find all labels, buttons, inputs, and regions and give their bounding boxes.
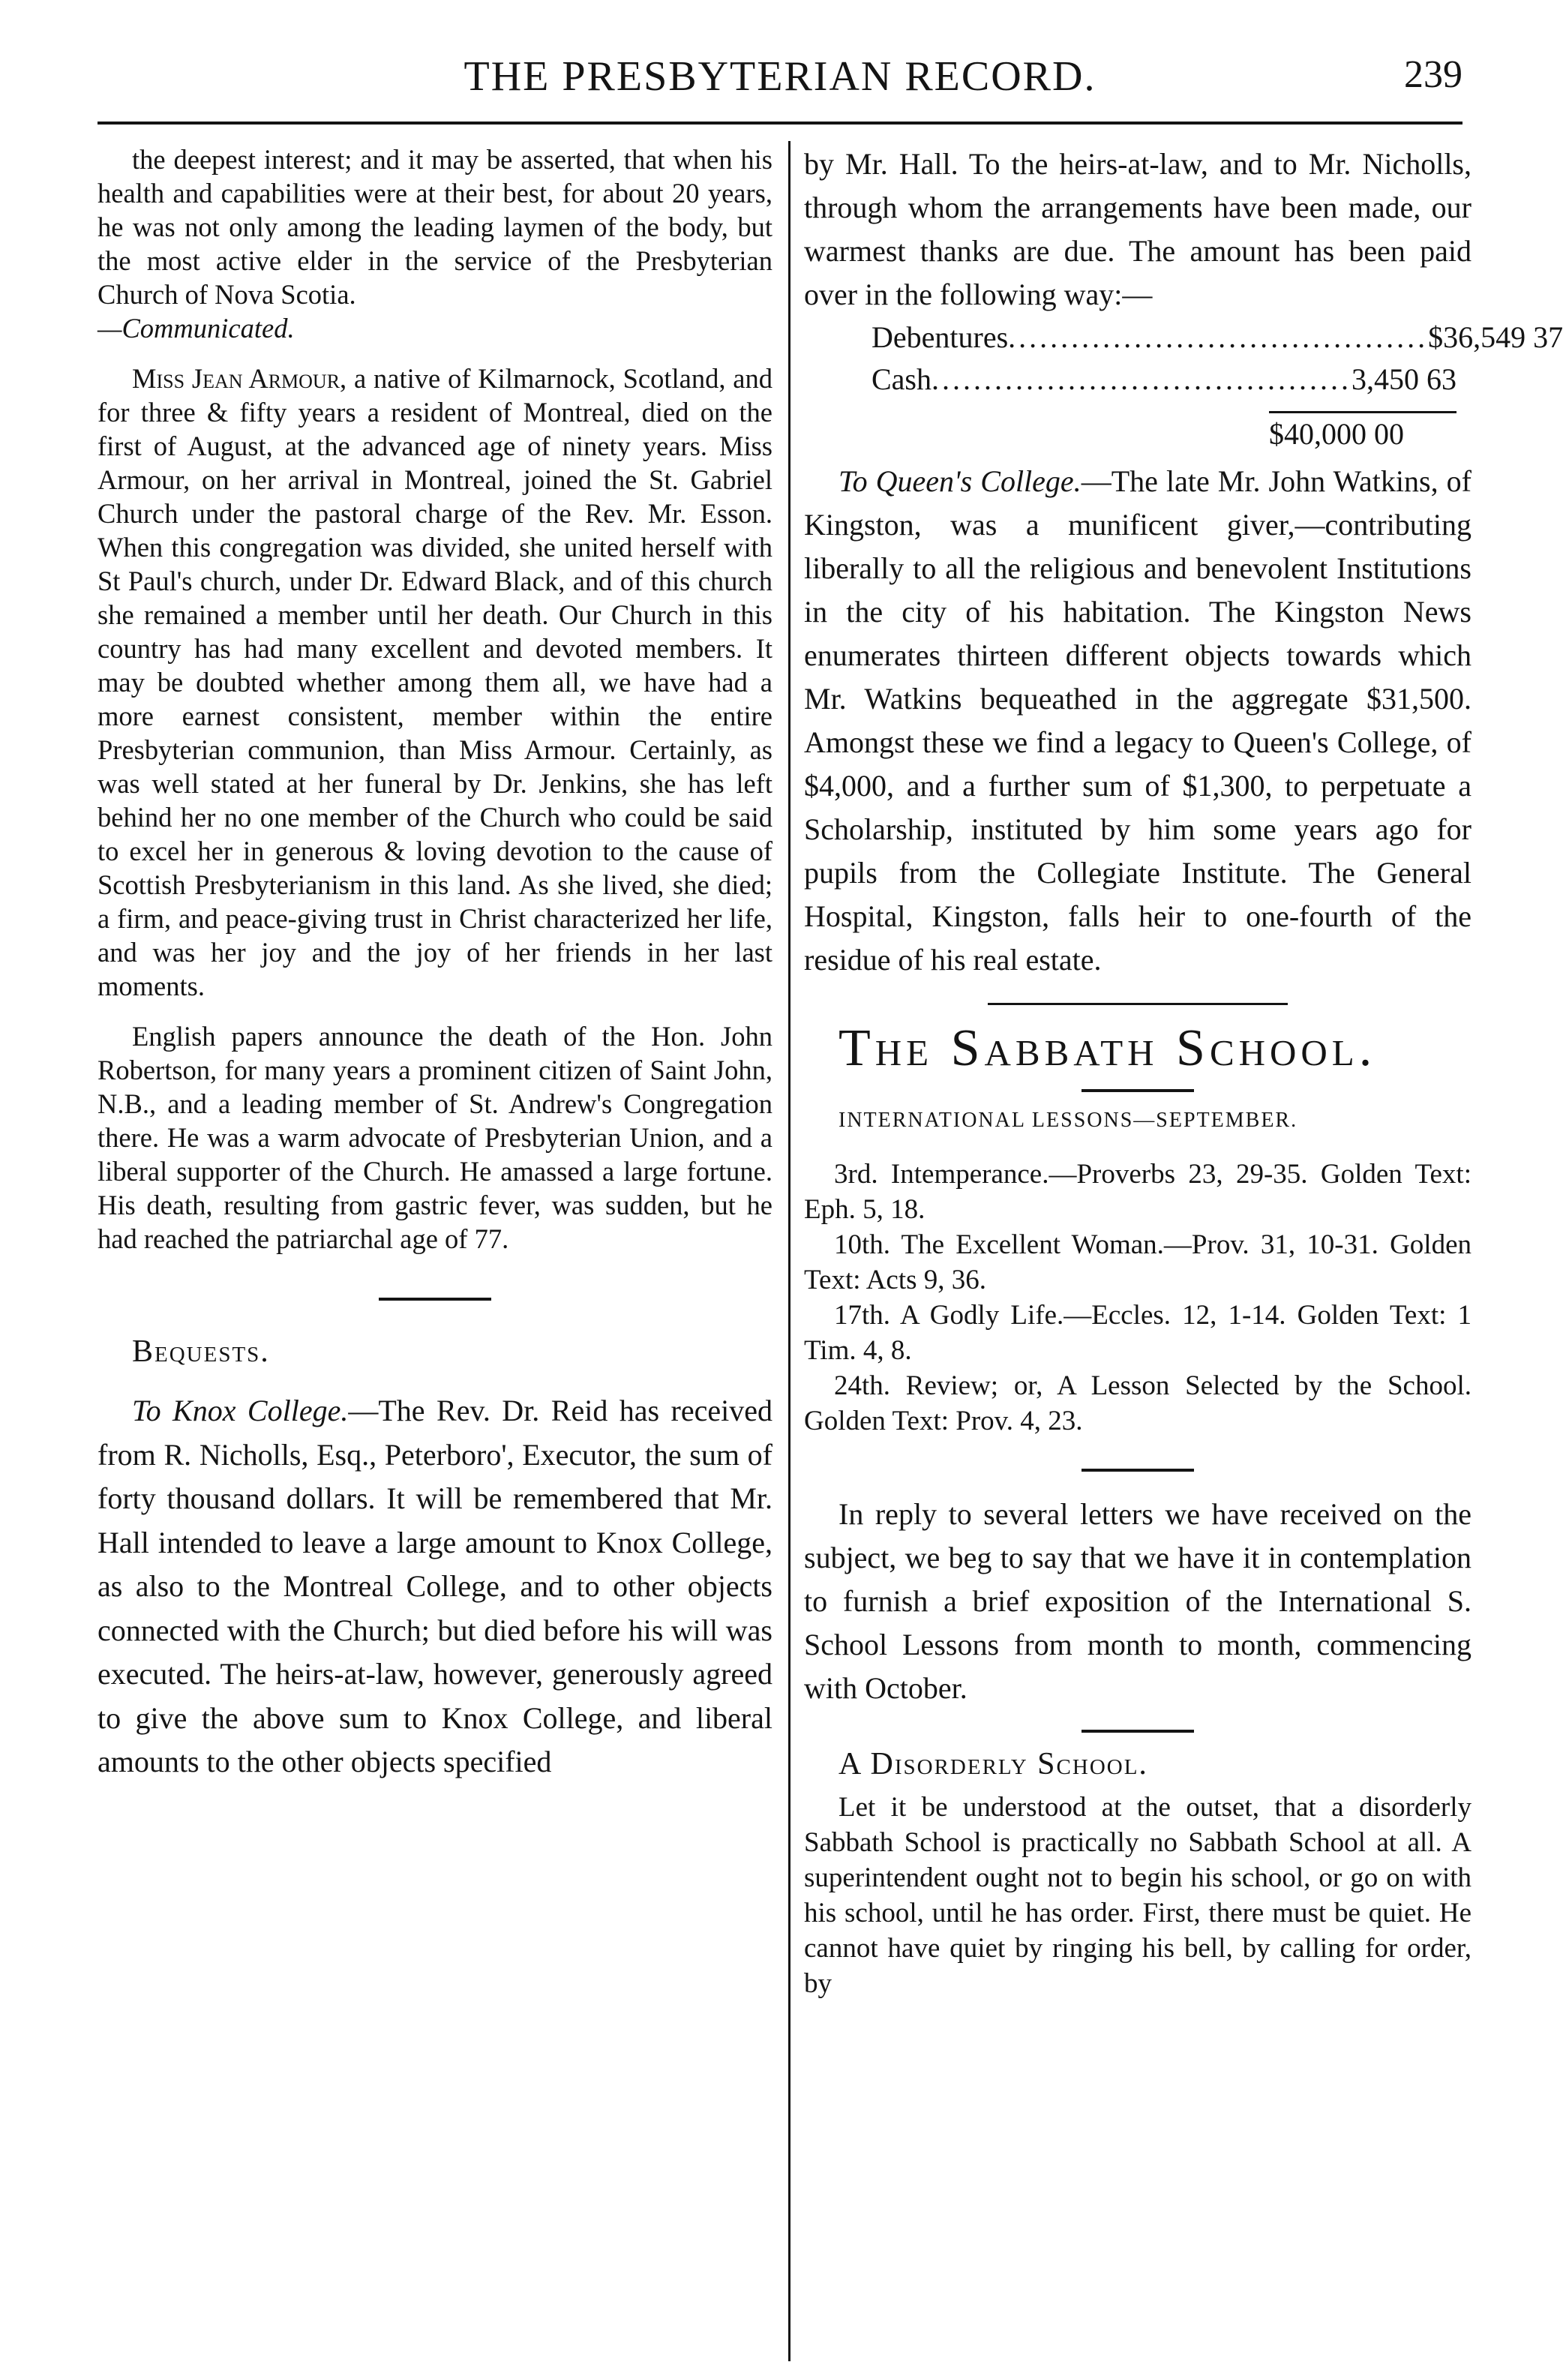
- spacer: [98, 1370, 772, 1389]
- article-lessons-notice: In reply to several letters we have received on the subject, we beg to say that we have it in contemplation to furnish a brief exposition of the International S. School Lessons from month to month, commencing with October.: [804, 1497, 1472, 1705]
- list-item: 17th. A Godly Life.—Eccles. 12, 1-14. Golden Text: 1 Tim. 4, 8.: [804, 1300, 1472, 1366]
- article-knox-college: [98, 1389, 772, 1784]
- article-obituary-robertson: English papers announce the death of the Hon. John Robertson, for many years a prominent citizen of Saint John, N.B., and a leading member of St. Andrew's Congregation there. He was a warm advocate of Presbyterian Union, and a liberal supporter of the Church. He amassed a large fortune. His death, resulting from gastric fever, was sudden, but he had reached the patriarchal age of 77.: [98, 1021, 772, 1254]
- article-disorderly-school: Let it be understood at the outset, that a disorderly Sabbath School is practically no Sabbath School at all. A superintendent ought not to begin his school, or go on with his school, until he has order. First, there must be quiet. He cannot have quiet by ringing his bell, by calling for order, by: [804, 1792, 1472, 1999]
- article-queens-college: [804, 460, 1472, 982]
- publication-title: THE PRESBYTERIAN RECORD.: [464, 53, 1096, 100]
- spacer: [804, 1079, 1472, 1089]
- ledger-total: $40,000 00: [1269, 417, 1404, 451]
- column-divider: [788, 141, 790, 2361]
- spacer: [804, 1005, 1472, 1019]
- article-body: a native of Kilmarnock, Scotland, and for three & fifty years a resident of Montreal, died on the first of August, at the advanced age of ninety years. Miss Armour, on her arrival in Montreal, joined the St. Gabriel Church under the pastoral charge of the Rev. Mr. Esson. When this congregation was divided, she united herself with St Paul's church, under Dr. Edward Black, and of this church she remained a member until her death. Our Church in this country has had many excellent and devoted members. It may be doubted whether among them all, we have had a more earnest consistent, member within the entire Presbyterian communion, than Miss Armour. Certainly, as was well stated at her funeral by Dr. Jenkins, she has left behind her no one member of the Church who could be said to excel her in generous & loving devotion to the cause of Scottish Presbyterianism in this land. As she lived, she died; a firm, and peace-giving trust in Christ characterized her life, and was her joy and the joy of her friends in her last moments.: [98, 363, 772, 1001]
- ledger-amount: 3,450 63: [1352, 362, 1456, 396]
- list-item: 10th. The Excellent Woman.—Prov. 31, 10-31. Golden Text: Acts 9, 36.: [804, 1229, 1472, 1295]
- article-obituary-armour: [98, 362, 772, 1003]
- article-body: —The late Mr. John Watkins, of Kingston, was a munificent giver,—contributing liberally to all the religious and benevolent Institutions in the city of his habitation. The Kingston News enumerates thirteen different objects towards which Mr. Watkins bequeathed in the aggregate $31,500. Amongst these we find a legacy to Queen's College, of $4,000, and a further sum of $1,300, to perpetuate a Scholarship, instituted by him some years ago for pupils from the Collegiate Institute. The General Hospital, Kingston, falls heir to one-fourth of the residue of his real estate.: [804, 464, 1472, 977]
- section-heading-bequests: Bequests.: [132, 1334, 270, 1369]
- article-body: —The Rev. Dr. Reid has received from R. Nicholls, Esq., Peterboro', Executor, the sum of forty thousand dollars. It will be remembered that Mr. Hall intended to leave a large amount to Knox College, as also to the Montreal College, and to other objects connected with the Church; but died before his will was executed. The heirs-at-law, however, generously agreed to give the above sum to Knox College, and liberal amounts to the other objects specified: [98, 1394, 773, 1778]
- page-number: 239: [1404, 53, 1462, 96]
- list-item: 3rd. Intemperance.—Proverbs 23, 29-35. Golden Text: Eph. 5, 18.: [804, 1159, 1472, 1225]
- left-column: [98, 143, 772, 1784]
- spacer: [804, 1092, 1472, 1109]
- list-item: 24th. Review; or, A Lesson Selected by the School. Golden Text: Prov. 4, 23.: [804, 1370, 1472, 1436]
- article-knox-continued: by Mr. Hall. To the heirs-at-law, and to Mr. Nicholls, through whom the arrangements have been made, our warmest thanks are due. The amount has been paid over in the following way:—: [804, 147, 1472, 311]
- ledger-leader: ........................................: [1008, 320, 1429, 354]
- spacer: [98, 1301, 772, 1334]
- header-rule: [98, 122, 1462, 125]
- spacer: [98, 1256, 772, 1298]
- spacer: [804, 1133, 1472, 1157]
- page-header: [98, 53, 1462, 113]
- ledger-row: [872, 317, 1563, 359]
- payment-ledger: [804, 317, 1563, 455]
- person-name: Miss Jean Armour,: [132, 363, 347, 394]
- spacer: [804, 1733, 1472, 1746]
- spacer: [804, 1439, 1472, 1469]
- spacer: [98, 345, 772, 362]
- ledger-row: [872, 359, 1456, 401]
- article-lead: To Knox College.: [132, 1394, 349, 1427]
- ledger-amount: $36,549 37: [1428, 320, 1563, 354]
- ledger-label: Debentures: [872, 320, 1009, 354]
- ledger-label: Cash: [872, 362, 932, 396]
- ledger-leader: ........................................: [932, 362, 1352, 396]
- spacer: [804, 982, 1472, 1003]
- spacer: [804, 1782, 1472, 1790]
- lessons-heading: INTERNATIONAL LESSONS—SEPTEMBER.: [838, 1109, 1298, 1132]
- section-heading-disorderly-school: A Disorderly School.: [838, 1747, 1148, 1781]
- lessons-list: [804, 1157, 1472, 1439]
- section-heading-sabbath-school: The Sabbath School.: [838, 1019, 1377, 1077]
- spacer: [804, 1472, 1472, 1493]
- article-obituary-elder: the deepest interest; and it may be asserted, that when his health and capabilities were at their best, for about 20 years, he was not only among the leading laymen of the body, but the most active elder in the service of the Presbyterian Church of Nova Scotia.: [98, 144, 772, 310]
- spacer: [98, 1003, 772, 1019]
- spacer: [804, 1710, 1472, 1730]
- article-lead: To Queen's College.: [838, 464, 1082, 498]
- article-signoff: —Communicated.: [98, 313, 295, 344]
- right-column: [804, 143, 1563, 2001]
